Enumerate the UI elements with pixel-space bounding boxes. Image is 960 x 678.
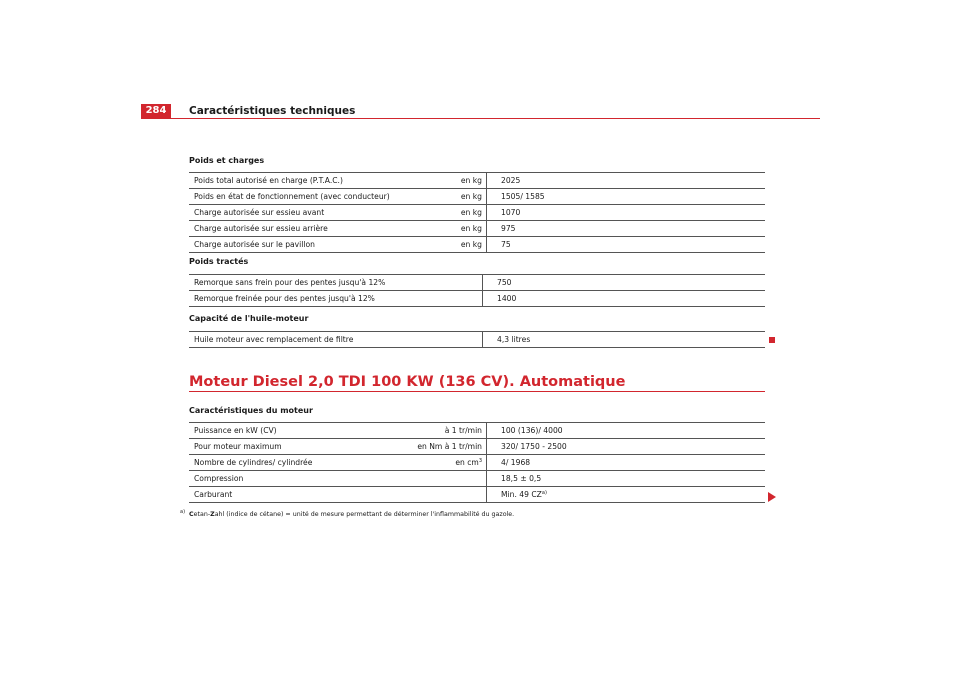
footnote — [180, 509, 514, 518]
towing-table — [189, 274, 765, 307]
unit-text: en cm — [455, 458, 479, 467]
end-of-section-marker — [769, 337, 775, 343]
footnote-text: etan- — [193, 511, 211, 518]
section-heading-towing: Poids tractés — [189, 257, 249, 266]
row-unit — [397, 455, 487, 471]
table-row — [189, 173, 765, 189]
row-value — [487, 487, 766, 503]
row-label: Nombre de cylindres/ cylindrée — [189, 455, 397, 471]
row-label: Charge autorisée sur essieu arrière — [189, 221, 397, 237]
table-row — [189, 487, 765, 503]
row-value: 975 — [487, 221, 766, 237]
table-row — [189, 205, 765, 221]
row-label: Poids en état de fonctionnement (avec conducteur) — [189, 189, 397, 205]
row-value: 2025 — [487, 173, 766, 189]
table-row — [189, 423, 765, 439]
footnote-marker: a) — [180, 509, 186, 515]
page-number: 284 — [141, 104, 171, 118]
section-heading-engine: Caractéristiques du moteur — [189, 406, 313, 415]
table-row — [189, 189, 765, 205]
header-divider — [141, 118, 820, 119]
footnote-text: ahl (indice de cétane) = unité de mesure permettant de déterminer l'inflammabilité du gazole. — [214, 511, 515, 518]
footnote-bold-letter: C — [189, 511, 194, 518]
oil-table — [189, 331, 765, 348]
unit-superscript: 3 — [478, 458, 482, 464]
row-value: 75 — [487, 237, 766, 253]
table-row — [189, 291, 765, 307]
row-unit: en Nm à 1 tr/min — [397, 439, 487, 455]
engine-title-divider — [189, 391, 765, 392]
row-unit: en kg — [397, 221, 487, 237]
row-unit: en kg — [397, 237, 487, 253]
row-value: 1070 — [487, 205, 766, 221]
row-value: 320/ 1750 - 2500 — [487, 439, 766, 455]
row-value: 18,5 ± 0,5 — [487, 471, 766, 487]
row-label: Remorque freinée pour des pentes jusqu'à 12% — [189, 291, 483, 307]
row-unit: en kg — [397, 205, 487, 221]
row-unit: en kg — [397, 189, 487, 205]
table-row — [189, 332, 765, 348]
page-header-title: Caractéristiques techniques — [189, 105, 356, 117]
row-value: 1400 — [483, 291, 766, 307]
row-value: 750 — [483, 275, 766, 291]
footnote-bold-letter: Z — [210, 511, 215, 518]
row-value: 1505/ 1585 — [487, 189, 766, 205]
row-unit: en kg — [397, 173, 487, 189]
row-value: 4/ 1968 — [487, 455, 766, 471]
footnote-reference: a) — [541, 490, 547, 496]
table-row — [189, 439, 765, 455]
table-row — [189, 237, 765, 253]
row-label: Charge autorisée sur essieu avant — [189, 205, 397, 221]
table-row — [189, 221, 765, 237]
continue-arrow-icon — [768, 492, 776, 502]
row-label: Carburant — [189, 487, 397, 503]
row-label: Remorque sans frein pour des pentes jusqu'à 12% — [189, 275, 483, 291]
row-value: 4,3 litres — [483, 332, 766, 348]
row-label: Charge autorisée sur le pavillon — [189, 237, 397, 253]
value-text: Min. 49 CZ — [501, 490, 542, 499]
row-value: 100 (136)/ 4000 — [487, 423, 766, 439]
row-label: Compression — [189, 471, 397, 487]
section-heading-oil: Capacité de l'huile-moteur — [189, 314, 309, 323]
row-label: Pour moteur maximum — [189, 439, 397, 455]
weights-table — [189, 172, 765, 253]
table-row — [189, 471, 765, 487]
engine-table — [189, 422, 765, 503]
row-unit: à 1 tr/min — [397, 423, 487, 439]
row-unit — [397, 471, 487, 487]
row-label: Poids total autorisé en charge (P.T.A.C.) — [189, 173, 397, 189]
row-label: Huile moteur avec remplacement de filtre — [189, 332, 483, 348]
engine-title: Moteur Diesel 2,0 TDI 100 KW (136 CV). Automatique — [189, 374, 626, 390]
section-heading-weights: Poids et charges — [189, 156, 265, 165]
row-unit — [397, 487, 487, 503]
table-row — [189, 275, 765, 291]
table-row — [189, 455, 765, 471]
row-label: Puissance en kW (CV) — [189, 423, 397, 439]
